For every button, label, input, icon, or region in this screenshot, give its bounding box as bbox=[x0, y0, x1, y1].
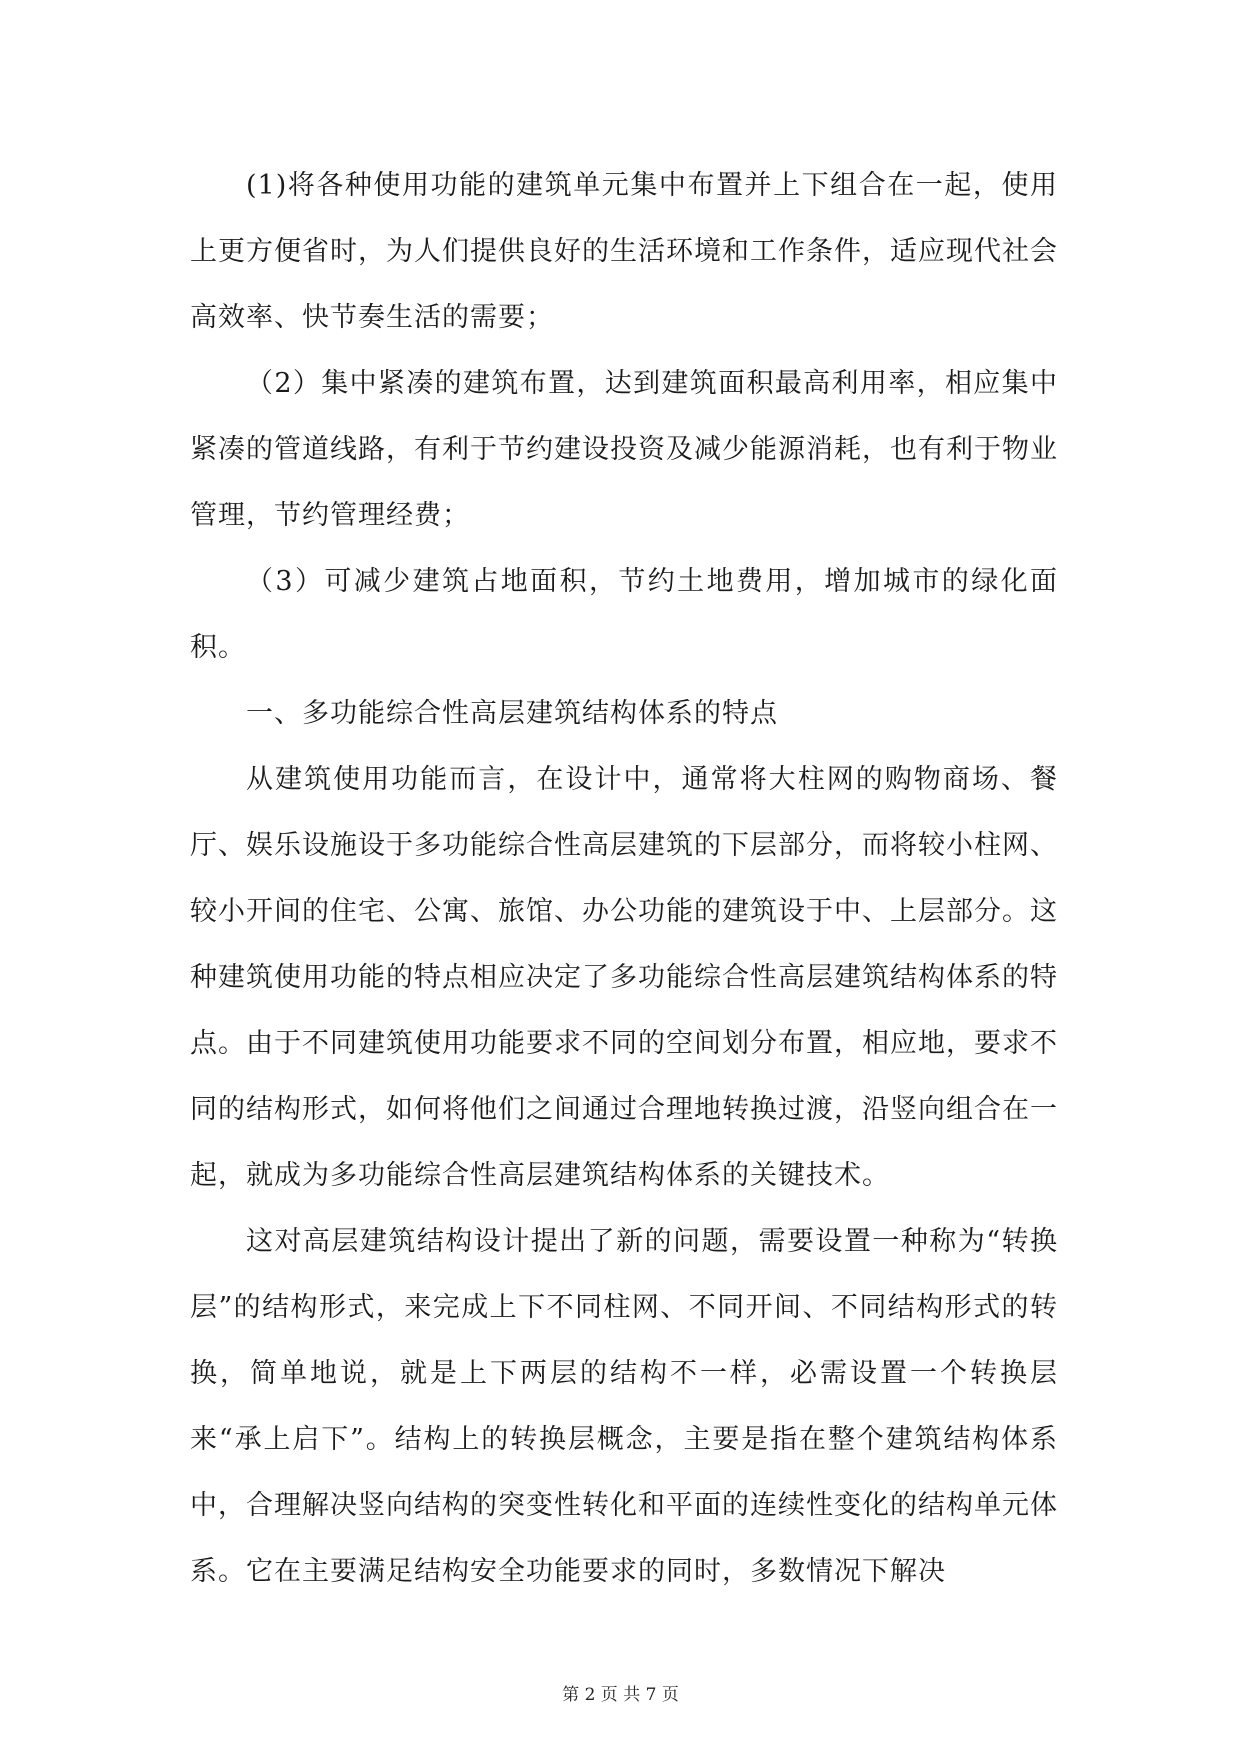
paragraph-item-2: （2）集中紧凑的建筑布置，达到建筑面积最高利用率，相应集中紧凑的管道线路，有利于节约建设投资及减少能源消耗，也有利于物业管理，节约管理经费； bbox=[190, 368, 1058, 531]
paragraph-functional-features: 从建筑使用功能而言，在设计中，通常将大柱网的购物商场、餐厅、娱乐设施设于多功能综合性高层建筑的下层部分，而将较小柱网、较小开间的住宅、公寓、旅馆、办公功能的建筑设于中、上层部分。这种建筑使用功能的特点相应决定了多功能综合性高层建筑结构体系的特点。由于不同建筑使用功能要求不同的空间划分布置，相应地，要求不同的结构形式，如何将他们之间通过合理地转换过渡，沿竖向组合在一起，就成为多功能综合性高层建筑结构体系的关键技术。 bbox=[190, 764, 1058, 1191]
document-body bbox=[190, 153, 1058, 1605]
page-number-footer: 第 2 页 共 7 页 bbox=[562, 1685, 679, 1705]
paragraph-item-1: (1)将各种使用功能的建筑单元集中布置并上下组合在一起，使用上更方便省时，为人们提供良好的生活环境和工作条件，适应现代社会高效率、快节奏生活的需要； bbox=[190, 170, 1058, 333]
paragraph-transfer-layer: 这对高层建筑结构设计提出了新的问题，需要设置一种称为“转换层”的结构形式，来完成上下不同柱网、不同开间、不同结构形式的转换，简单地说，就是上下两层的结构不一样，必需设置一个转换层来“承上启下”。结构上的转换层概念，主要是指在整个建筑结构体系中，合理解决竖向结构的突变性转化和平面的连续性变化的结构单元体系。它在主要满足结构安全功能要求的同时，多数情况下解决 bbox=[190, 1226, 1058, 1587]
paragraph-item-3: （3）可减少建筑占地面积，节约土地费用，增加城市的绿化面积。 bbox=[190, 566, 1058, 663]
section-heading: 一、多功能综合性高层建筑结构体系的特点 bbox=[246, 698, 778, 729]
